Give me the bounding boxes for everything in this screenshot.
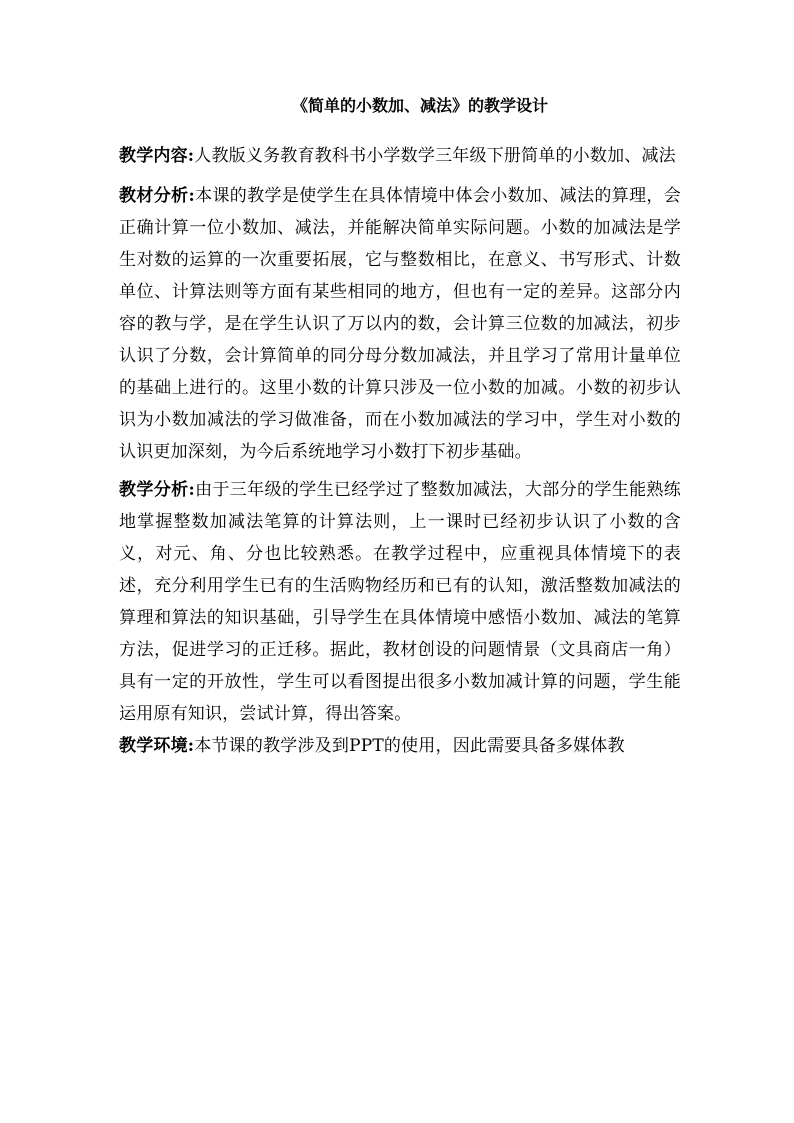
section-text: 由于三年级的学生已经学过了整数加减法，大部分的学生能熟练地掌握整数加减法笔算的计算法则，上一课时已经初步认识了小数的含义，对元、角、分也比较熟悉。在教学过程中，应重视具体情境下的表述，充分利用学生已有的生活购物经历和已有的认知，激活整数加减法的算理和算法的知识基础，引导学生在具体情境中感悟小数加、减法的笔算方法，促进学习的正迁移。据此，教材创设的问题情景（文具商店一角）具有一定的开放性，学生可以看图提出很多小数加减计算的问题，学生能运用原有知识，尝试计算，得出答案。	[119, 480, 681, 724]
section-teaching-environment	[119, 730, 681, 762]
section-label: 教学内容:	[119, 146, 195, 166]
section-label: 教学环境:	[119, 736, 195, 756]
section-text: 本课的教学是使学生在具体情境中体会小数加、减法的算理，会正确计算一位小数加、减法，并能解决简单实际问题。小数的加减法是学生对数的运算的一次重要拓展，它与整数相比，在意义、书写形式、计数单位、计算法则等方面有某些相同的地方，但也有一定的差异。这部分内容的教与学，是在学生认识了万以内的数，会计算三位数的加减法，初步认识了分数，会计算简单的同分母分数加减法，并且学习了常用计量单位的基础上进行的。这里小数的计算只涉及一位小数的加减。小数的初步认识为小数加减法的学习做准备，而在小数加减法的学习中，学生对小数的认识更加深刻，为今后系统地学习小数打下初步基础。	[119, 186, 681, 462]
section-text: 人教版义务教育教科书小学数学三年级下册简单的小数加、减法	[194, 146, 676, 166]
section-teaching-content	[119, 140, 681, 172]
section-teaching-analysis	[119, 474, 681, 730]
document-page	[119, 94, 681, 774]
section-text: 本节课的教学涉及到PPT的使用，因此需要具备多媒体教	[194, 736, 625, 756]
document-title: 《简单的小数加、减法》的教学设计	[291, 96, 548, 115]
section-label: 教材分析:	[119, 186, 195, 206]
section-label: 教学分析:	[119, 480, 195, 500]
section-material-analysis	[119, 180, 681, 468]
